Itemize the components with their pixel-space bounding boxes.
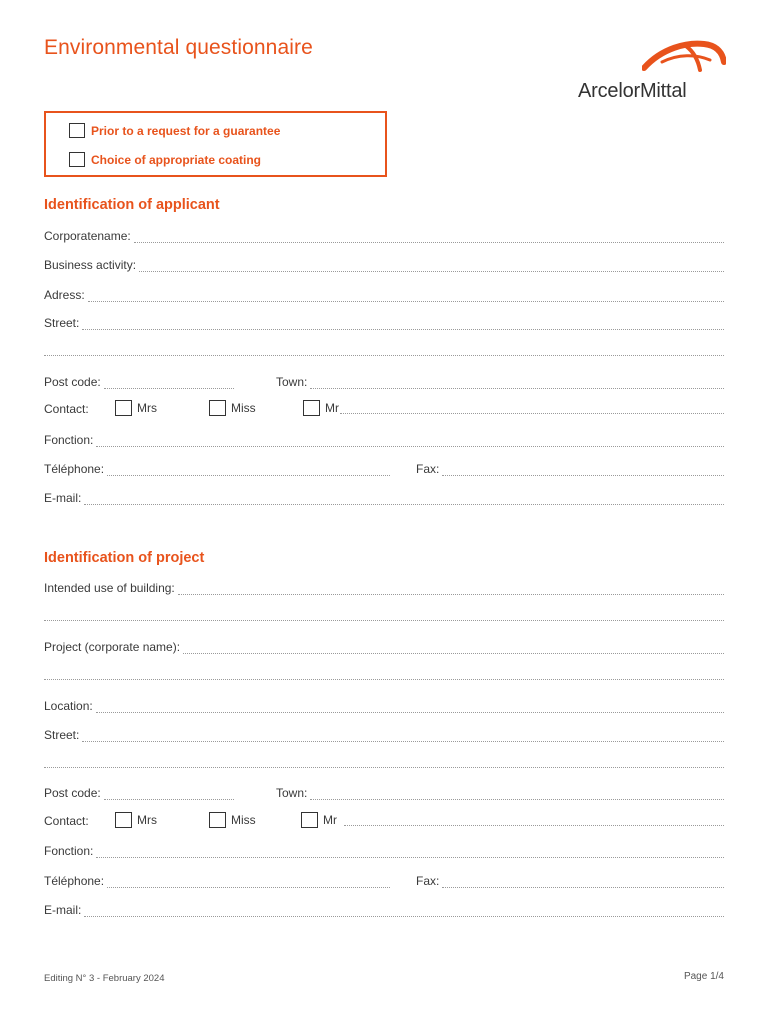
project-contact-row [44,812,724,830]
field-label: Street: [44,316,80,330]
project-town-field[interactable] [276,784,724,800]
fill-line[interactable] [340,400,724,414]
purpose-option-coating[interactable] [69,152,261,167]
field-label: Fax: [416,462,440,476]
checkbox[interactable] [301,812,318,828]
contact-option-miss[interactable] [209,400,256,416]
fill-line[interactable] [183,641,724,654]
street-field[interactable] [44,314,724,330]
fill-line[interactable] [139,259,724,272]
email-field[interactable] [44,489,724,505]
fill-line[interactable] [134,230,724,243]
fill-line[interactable] [442,875,724,888]
street-continuation-line[interactable] [44,355,724,356]
section-heading-project: Identification of project [44,550,205,566]
field-label: Fonction: [44,433,94,447]
field-label: Town: [276,375,308,389]
fill-line[interactable] [178,582,724,595]
fill-line[interactable] [104,376,234,389]
field-label: Téléphone: [44,462,105,476]
fill-line[interactable] [96,845,724,858]
logo-swoosh-icon [642,40,726,74]
page-title: Environmental questionnaire [44,36,313,59]
field-label: Fax: [416,874,440,888]
contact-option-mr[interactable] [303,400,339,416]
fill-line[interactable] [84,904,724,917]
fill-line[interactable] [82,729,724,742]
checkbox[interactable] [209,812,226,828]
fill-line[interactable] [82,317,724,330]
checkbox[interactable] [303,400,320,416]
option-label: Mr [325,401,339,415]
option-label: Mrs [137,401,157,415]
option-label: Miss [231,813,256,827]
fill-line[interactable] [104,787,234,800]
contact-option-mrs[interactable] [115,812,157,828]
corporate-name-field[interactable] [44,227,724,243]
field-label: Street: [44,728,80,742]
intended-use-field[interactable] [44,579,724,595]
option-label: Mrs [137,813,157,827]
fill-line[interactable] [310,787,724,800]
post-code-field[interactable] [44,373,234,389]
fill-line[interactable] [96,434,724,447]
fill-line[interactable] [310,376,724,389]
fill-line[interactable] [84,492,724,505]
field-label: Town: [276,786,308,800]
contact-option-mr[interactable] [301,812,337,828]
purpose-box [44,111,387,177]
fill-line[interactable] [107,463,390,476]
fax-field[interactable] [416,460,724,476]
checkbox[interactable] [69,152,85,167]
checkbox[interactable] [115,400,132,416]
field-label: Fonction: [44,844,94,858]
contact-option-miss[interactable] [209,812,256,828]
project-function-field[interactable] [44,842,724,858]
field-label: Adress: [44,288,85,302]
field-label: Téléphone: [44,874,105,888]
brand-name: ArcelorMittal [578,80,687,102]
field-label: E-mail: [44,491,82,505]
project-name-field[interactable] [44,638,724,654]
function-field[interactable] [44,431,724,447]
fill-line[interactable] [107,875,390,888]
fill-line[interactable] [442,463,724,476]
intended-use-continuation-line[interactable] [44,620,724,621]
purpose-label: Choice of appropriate coating [91,152,262,167]
option-label: Mr [323,813,337,827]
contact-row [44,400,724,418]
checkbox[interactable] [115,812,132,828]
option-label: Miss [231,401,256,415]
project-fax-field[interactable] [416,872,724,888]
project-name-continuation-line[interactable] [44,679,724,680]
section-heading-applicant: Identification of applicant [44,197,220,213]
purpose-option-guarantee[interactable] [69,123,280,138]
field-label: Contact: [44,402,89,416]
project-post-code-field[interactable] [44,784,234,800]
field-label: Project (corporate name): [44,640,181,654]
location-field[interactable] [44,697,724,713]
field-label: Business activity: [44,258,137,272]
town-field[interactable] [276,373,724,389]
business-activity-field[interactable] [44,256,724,272]
field-label: Post code: [44,375,101,389]
fill-line[interactable] [96,700,724,713]
telephone-field[interactable] [44,460,390,476]
project-email-field[interactable] [44,901,724,917]
contact-option-mrs[interactable] [115,400,157,416]
address-field[interactable] [44,286,724,302]
field-label: Location: [44,699,93,713]
project-street-continuation-line[interactable] [44,767,724,768]
field-label: Intended use of building: [44,581,175,595]
field-label: Contact: [44,814,89,828]
project-telephone-field[interactable] [44,872,390,888]
fill-line[interactable] [88,289,724,302]
purpose-label: Prior to a request for a guarantee [91,123,281,138]
field-label: Post code: [44,786,101,800]
checkbox[interactable] [69,123,85,138]
page-number: Page 1/4 [683,971,724,982]
checkbox[interactable] [209,400,226,416]
arcelormittal-logo [578,40,726,104]
edition-note: Editing N° 3 - February 2024 [44,973,165,984]
field-label: Corporatename: [44,229,131,243]
fill-line[interactable] [344,812,724,826]
field-label: E-mail: [44,903,82,917]
project-street-field[interactable] [44,726,724,742]
